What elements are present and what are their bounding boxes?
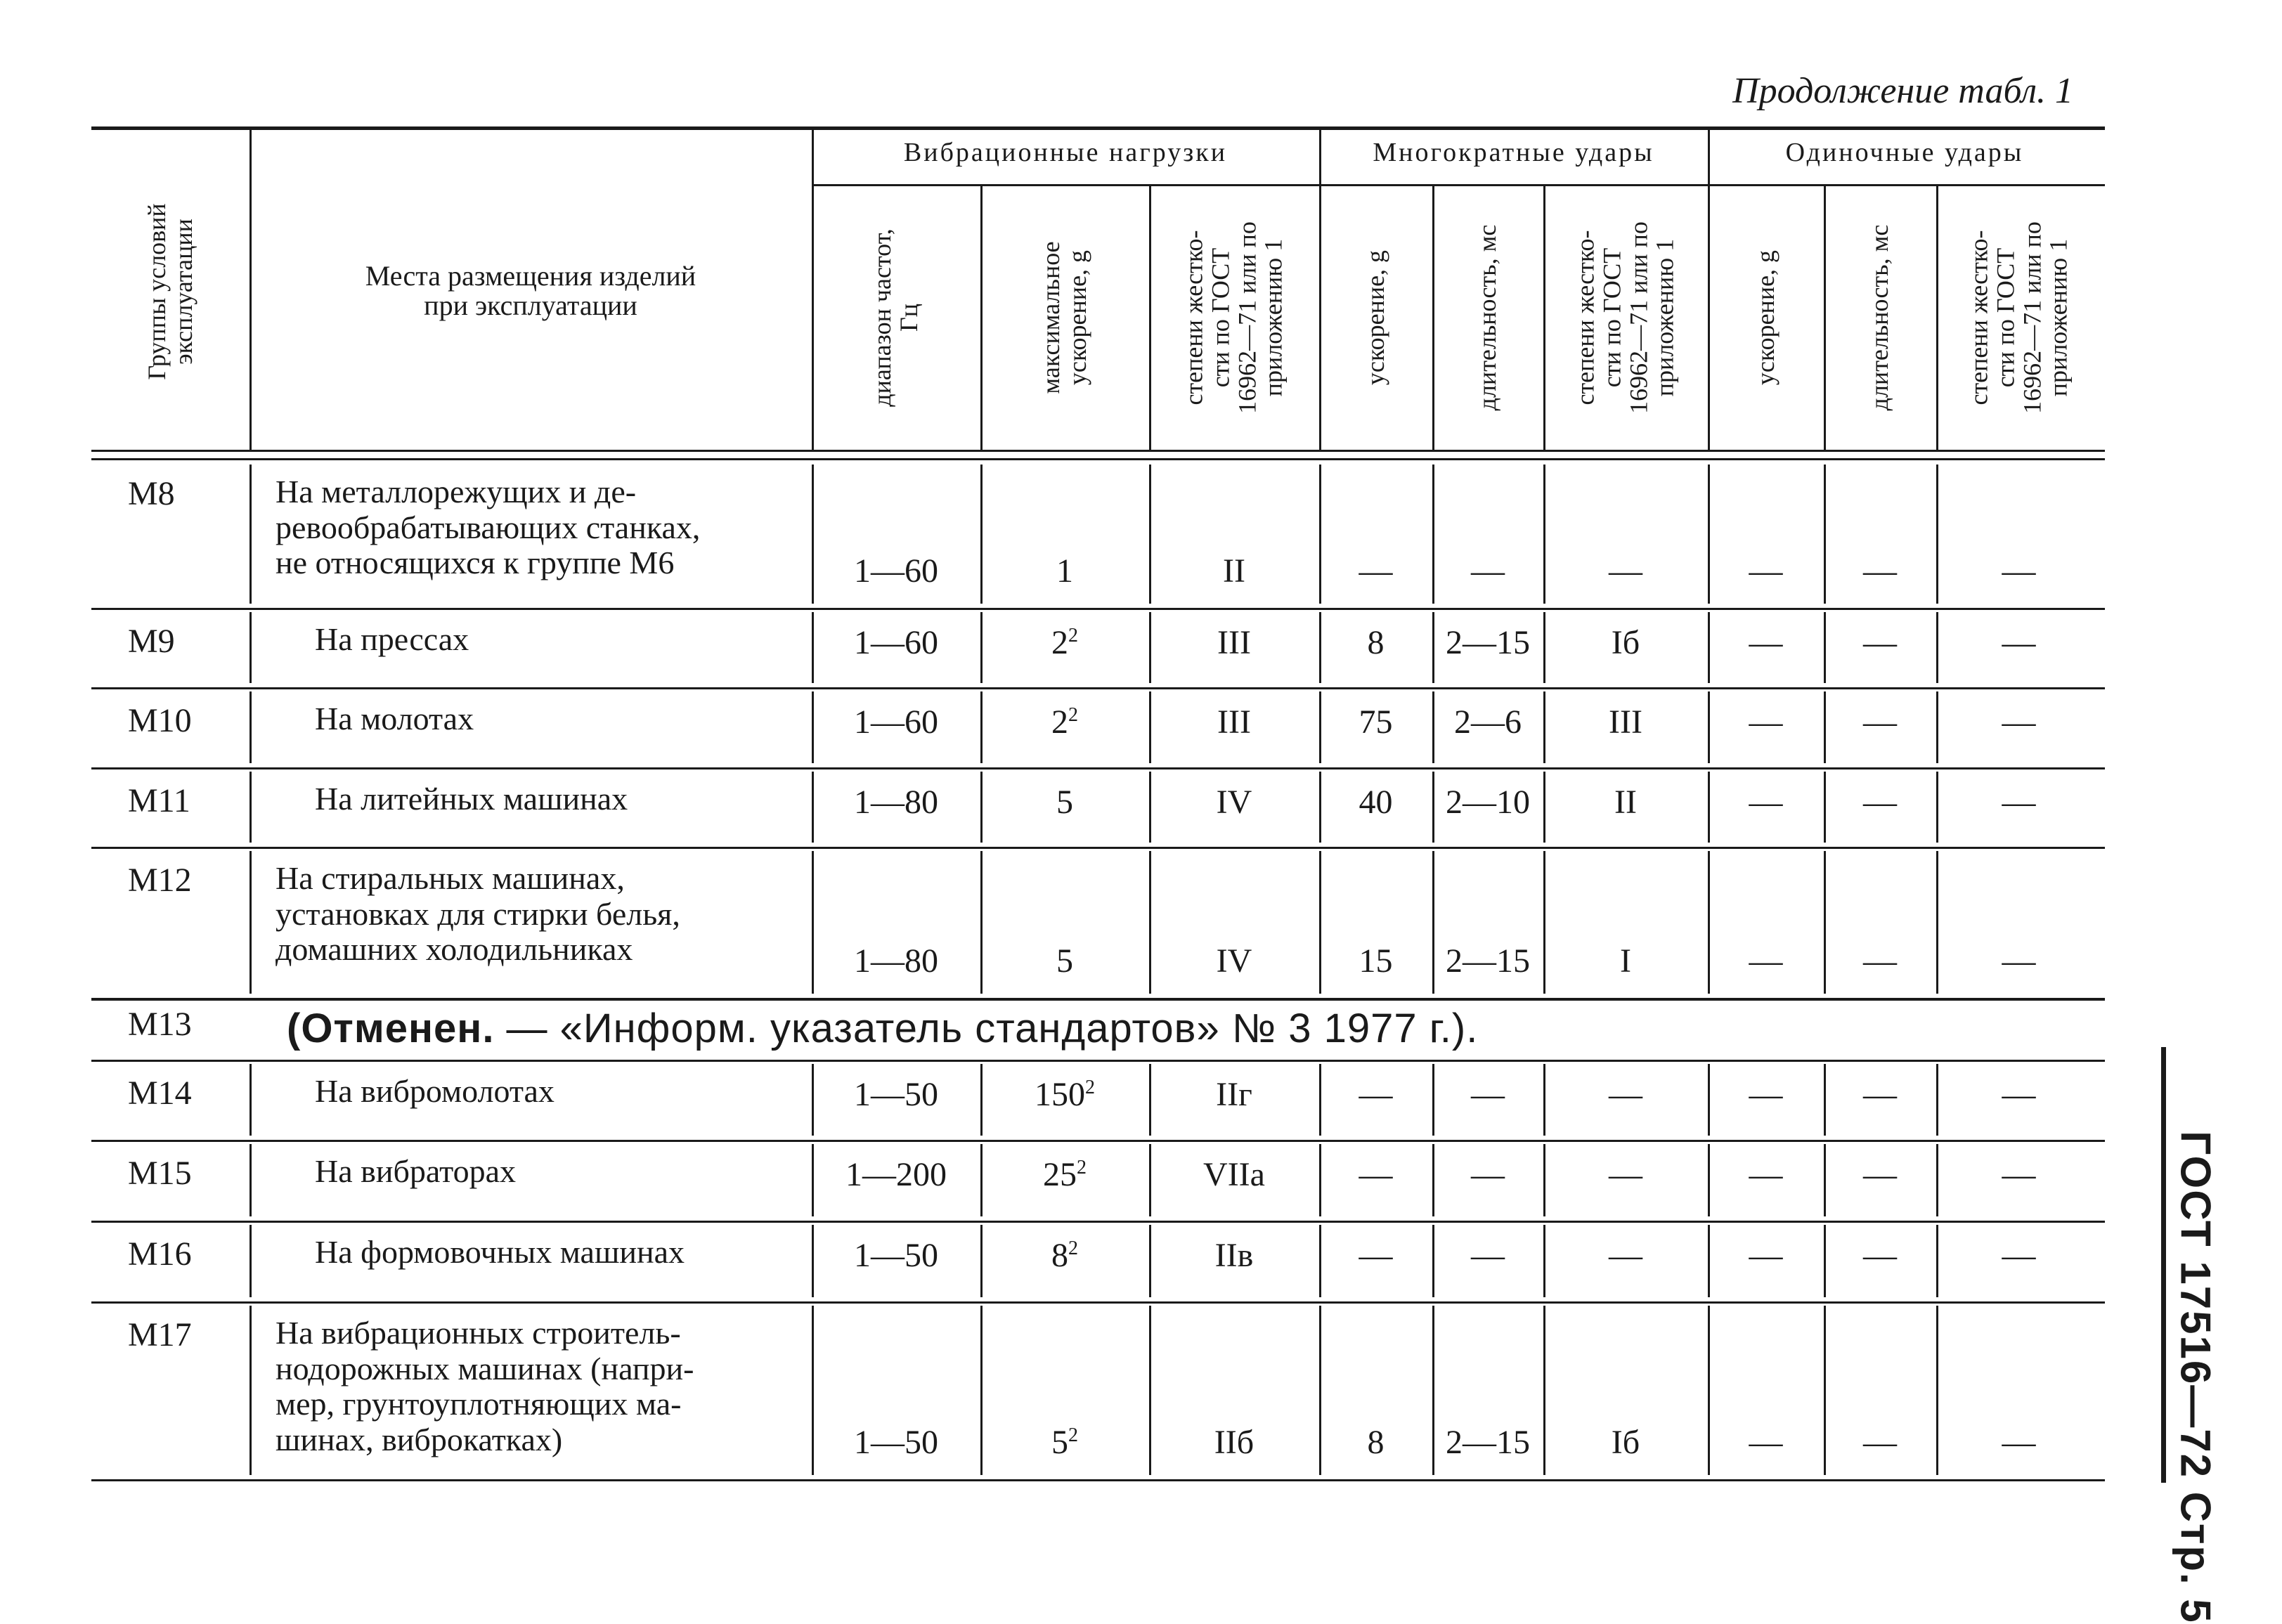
cell-value: 1—200 — [845, 1156, 947, 1193]
empty-dash: — — [1863, 552, 1897, 590]
cell-value: IV — [1216, 942, 1252, 980]
empty-dash: — — [2002, 784, 2036, 821]
side-rule — [2161, 1047, 2166, 1483]
group-header — [91, 134, 249, 450]
group-header-line: эксплуатации — [169, 219, 197, 365]
group-code: М8 — [128, 475, 175, 512]
placement-line: не относящихся к группе М6 — [275, 545, 675, 581]
cell-value: 1—80 — [854, 784, 938, 821]
placement-line: шинах, виброкатках) — [275, 1421, 563, 1457]
empty-dash: — — [1863, 942, 1897, 980]
s-stiffness-header — [1936, 186, 2101, 450]
placement-text — [275, 861, 810, 968]
cell-value: 8 — [1367, 1424, 1385, 1461]
m-acc-header-text: ускорение, g — [1361, 249, 1389, 386]
footnote-mark: 2 — [1068, 1238, 1078, 1259]
cell-value: 15 — [1359, 942, 1393, 980]
group-code: М16 — [128, 1235, 192, 1273]
placement-text — [315, 701, 800, 737]
empty-dash: — — [1863, 624, 1897, 661]
s-stiffness-header-line: 16962—71 или по — [2017, 221, 2046, 414]
column-rule — [249, 1306, 252, 1475]
empty-dash: — — [1471, 1076, 1505, 1113]
footnote-mark: 2 — [1077, 1157, 1087, 1178]
cell-value: Iб — [1611, 1424, 1640, 1461]
cell-value: III — [1217, 624, 1251, 661]
table-rule — [91, 1140, 2105, 1142]
m-stiffness-header-line: степени жестко- — [1571, 230, 1600, 405]
empty-dash: — — [1863, 1237, 1897, 1274]
placement-header-line: Места размещения изделий — [365, 260, 696, 292]
continuation-title: Продолжение табл. 1 — [1732, 71, 2073, 111]
multiple-impacts-header: Многократные удары — [1373, 138, 1654, 167]
group-code: М13 — [128, 1006, 192, 1043]
placement-line: мер, грунтоуплотняющих ма- — [275, 1386, 682, 1422]
s-stiffness-header-line: сти по ГОСТ — [1990, 247, 2019, 388]
placement-line: нодорожных машинах (напри- — [275, 1350, 694, 1386]
empty-dash: — — [1359, 1156, 1393, 1193]
table-rule — [91, 1479, 2105, 1481]
placement-line: На стиральных машинах, — [275, 860, 625, 896]
empty-dash: — — [1609, 1076, 1642, 1113]
placement-header — [253, 261, 808, 320]
empty-dash: — — [1749, 552, 1783, 590]
placement-text — [315, 781, 800, 817]
column-rule — [249, 691, 252, 763]
empty-dash: — — [1749, 703, 1783, 741]
acc-value: 25 — [1043, 1156, 1077, 1193]
placement-header-line: при эксплуатации — [424, 290, 637, 321]
table-rule — [91, 450, 2105, 452]
stiffness-header-line: сти по ГОСТ — [1206, 247, 1235, 388]
s-acc-header-text: ускорение, g — [1751, 249, 1779, 386]
table-rule — [91, 1221, 2105, 1223]
cell-value: 5 — [1056, 942, 1073, 980]
cell-value: 8 — [1367, 624, 1385, 661]
column-rule — [249, 851, 252, 994]
table-rule — [91, 1301, 2105, 1304]
cell-value — [980, 1236, 1149, 1275]
column-rule — [249, 1064, 252, 1136]
placement-line: домашних холодильниках — [275, 931, 633, 968]
empty-dash: — — [1863, 703, 1897, 741]
m-stiffness-header-line: сти по ГОСТ — [1597, 247, 1626, 388]
cell-value: 5 — [1056, 784, 1073, 821]
group-code: М15 — [128, 1155, 192, 1192]
m-dur-header — [1432, 186, 1543, 450]
table-rule — [91, 847, 2105, 849]
empty-dash: — — [2002, 942, 2036, 980]
freq-header-text — [869, 228, 923, 406]
acc-value: 2 — [1051, 703, 1068, 741]
s-stiffness-header-text — [1966, 221, 2072, 414]
empty-dash: — — [1471, 552, 1505, 590]
table-rule — [91, 998, 2105, 1001]
empty-dash: — — [1609, 1156, 1642, 1193]
placement-line: На вибраторах — [315, 1153, 517, 1189]
stiffness-header-line: степени жестко- — [1179, 230, 1208, 405]
cell-value: 1 — [1056, 552, 1073, 590]
s-dur-header-text: длительность, мс — [1865, 224, 1894, 411]
cell-value — [980, 623, 1149, 662]
group-code: М9 — [128, 623, 175, 660]
empty-dash: — — [2002, 1076, 2036, 1113]
cell-value: II — [1614, 784, 1637, 821]
placement-text — [315, 622, 800, 658]
table-rule — [91, 1060, 2105, 1062]
group-code: М12 — [128, 862, 192, 899]
empty-dash: — — [1359, 552, 1393, 590]
acc-value: 5 — [1051, 1424, 1068, 1461]
column-rule — [249, 612, 252, 683]
cell-value: 1—60 — [854, 552, 938, 590]
cell-value: 1—50 — [854, 1237, 938, 1274]
cancelled-note — [287, 1005, 1478, 1052]
table-rule — [91, 687, 2105, 689]
empty-dash: — — [1749, 1237, 1783, 1274]
placement-text — [275, 1316, 810, 1457]
placement-line: установках для стирки белья, — [275, 895, 680, 932]
footnote-mark: 2 — [1085, 1077, 1095, 1098]
cell-value — [980, 703, 1149, 741]
acc-value: 150 — [1035, 1076, 1085, 1113]
group-header-line: Группы условий — [142, 203, 171, 380]
table-rule — [91, 767, 2105, 769]
empty-dash: — — [2002, 1156, 2036, 1193]
freq-header-line: диапазон частот, — [868, 228, 897, 407]
m-dur-header-text: длительность, мс — [1473, 224, 1502, 411]
cell-value: I — [1620, 942, 1631, 980]
cell-value — [980, 1423, 1149, 1462]
empty-dash: — — [2002, 1237, 2036, 1274]
acc-value: 2 — [1051, 624, 1068, 661]
cell-value: 75 — [1359, 703, 1393, 741]
s-stiffness-header-line: степени жестко- — [1964, 230, 1992, 405]
footnote-mark: 2 — [1068, 704, 1078, 726]
empty-dash: — — [1609, 1237, 1642, 1274]
cell-value: 1—50 — [854, 1424, 938, 1461]
empty-dash: — — [1471, 1156, 1505, 1193]
placement-text — [315, 1074, 800, 1110]
empty-dash: — — [1749, 1076, 1783, 1113]
m-stiffness-header-line: 16962—71 или по — [1624, 221, 1652, 414]
empty-dash: — — [1749, 942, 1783, 980]
acc-value: 8 — [1051, 1237, 1068, 1274]
max-acc-header-line: ускорение, g — [1063, 249, 1091, 386]
placement-text — [275, 474, 810, 581]
group-code: М14 — [128, 1074, 192, 1112]
group-code: М11 — [128, 782, 190, 819]
table-rule — [91, 126, 2105, 130]
cell-value: 1—80 — [854, 942, 938, 980]
cell-value: III — [1217, 703, 1251, 741]
empty-dash: — — [1863, 1424, 1897, 1461]
cell-value: III — [1609, 703, 1642, 741]
cell-value: IV — [1216, 784, 1252, 821]
empty-dash: — — [2002, 624, 2036, 661]
group-code: М17 — [128, 1316, 192, 1353]
column-rule — [249, 130, 252, 450]
stiffness-header-line: 16962—71 или по — [1233, 221, 1261, 414]
table-rule — [91, 458, 2105, 460]
max-acc-header-line: максимальное — [1037, 241, 1065, 394]
placement-line: На металлорежущих и де- — [275, 474, 637, 509]
footnote-mark: 2 — [1068, 1424, 1078, 1446]
cell-value: II — [1223, 552, 1245, 590]
cell-value: 2—15 — [1446, 624, 1530, 661]
empty-dash: — — [2002, 552, 2036, 590]
cell-value — [980, 1155, 1149, 1194]
cell-value: Iб — [1611, 624, 1640, 661]
cancelled-rest: — «Информ. указатель стандартов» № 3 1977 г.). — [494, 1006, 1479, 1051]
stiffness-header-line: приложению 1 — [1259, 238, 1288, 397]
stiffness-header-text — [1181, 221, 1287, 414]
cell-value: 40 — [1359, 784, 1393, 821]
cell-value: IIб — [1214, 1424, 1255, 1461]
s-stiffness-header-line: приложению 1 — [2044, 238, 2073, 397]
cell-value — [980, 1075, 1149, 1114]
table-rule — [91, 608, 2105, 610]
max-acc-header-text — [1038, 241, 1091, 394]
empty-dash: — — [1749, 624, 1783, 661]
footnote-mark: 2 — [1068, 625, 1078, 647]
m-acc-header — [1319, 186, 1432, 450]
cell-value: VIIа — [1203, 1156, 1265, 1193]
cell-value: 2—15 — [1446, 1424, 1530, 1461]
s-acc-header — [1708, 186, 1824, 450]
placement-line: На формовочных машинах — [315, 1234, 685, 1270]
column-rule — [249, 1225, 252, 1297]
cell-value: 1—60 — [854, 703, 938, 741]
empty-dash: — — [1609, 552, 1642, 590]
empty-dash: — — [2002, 703, 2036, 741]
empty-dash: — — [1749, 1156, 1783, 1193]
m-stiffness-header-line: приложению 1 — [1650, 238, 1679, 397]
placement-line: На вибромолотах — [315, 1073, 555, 1109]
cell-value: IIг — [1216, 1076, 1252, 1113]
cell-value: IIв — [1214, 1237, 1254, 1274]
vibration-header: Вибрационные нагрузки — [903, 138, 1228, 167]
cell-value: 1—60 — [854, 624, 938, 661]
m-stiffness-header — [1543, 186, 1708, 450]
cell-value: 1—50 — [854, 1076, 938, 1113]
cell-value: 2—15 — [1446, 942, 1530, 980]
freq-header-line: Гц — [895, 303, 923, 332]
placement-text — [315, 1154, 800, 1190]
placement-line: На вибрационных строитель- — [275, 1315, 681, 1351]
placement-line: На молотах — [315, 701, 474, 736]
placement-line: На прессах — [315, 621, 469, 657]
cancelled-bold: (Отменен. — [287, 1006, 495, 1051]
empty-dash: — — [1863, 784, 1897, 821]
empty-dash: — — [1749, 1424, 1783, 1461]
empty-dash: — — [1863, 1076, 1897, 1113]
empty-dash: — — [2002, 1424, 2036, 1461]
empty-dash: — — [1359, 1076, 1393, 1113]
s-dur-header — [1824, 186, 1936, 450]
column-rule — [249, 772, 252, 843]
stiffness-header — [1149, 186, 1319, 450]
column-rule — [249, 465, 252, 604]
empty-dash: — — [1359, 1237, 1393, 1274]
side-label: ГОСТ 17516—72 Стр. 5 — [2172, 1131, 2219, 1624]
column-rule — [249, 1144, 252, 1216]
placement-line: На литейных машинах — [315, 781, 628, 817]
placement-line: ревообрабатывающих станках, — [275, 509, 701, 545]
freq-header — [812, 186, 980, 450]
max-acc-header — [980, 186, 1149, 450]
empty-dash: — — [1863, 1156, 1897, 1193]
m-stiffness-header-text — [1572, 221, 1678, 414]
cell-value: 2—6 — [1454, 703, 1522, 741]
single-impacts-header: Одиночные удары — [1785, 138, 2024, 167]
cell-value: 2—10 — [1446, 784, 1530, 821]
empty-dash: — — [1749, 784, 1783, 821]
group-code: М10 — [128, 702, 192, 739]
placement-text — [315, 1235, 800, 1271]
group-header-text — [144, 203, 197, 379]
empty-dash: — — [1471, 1237, 1505, 1274]
